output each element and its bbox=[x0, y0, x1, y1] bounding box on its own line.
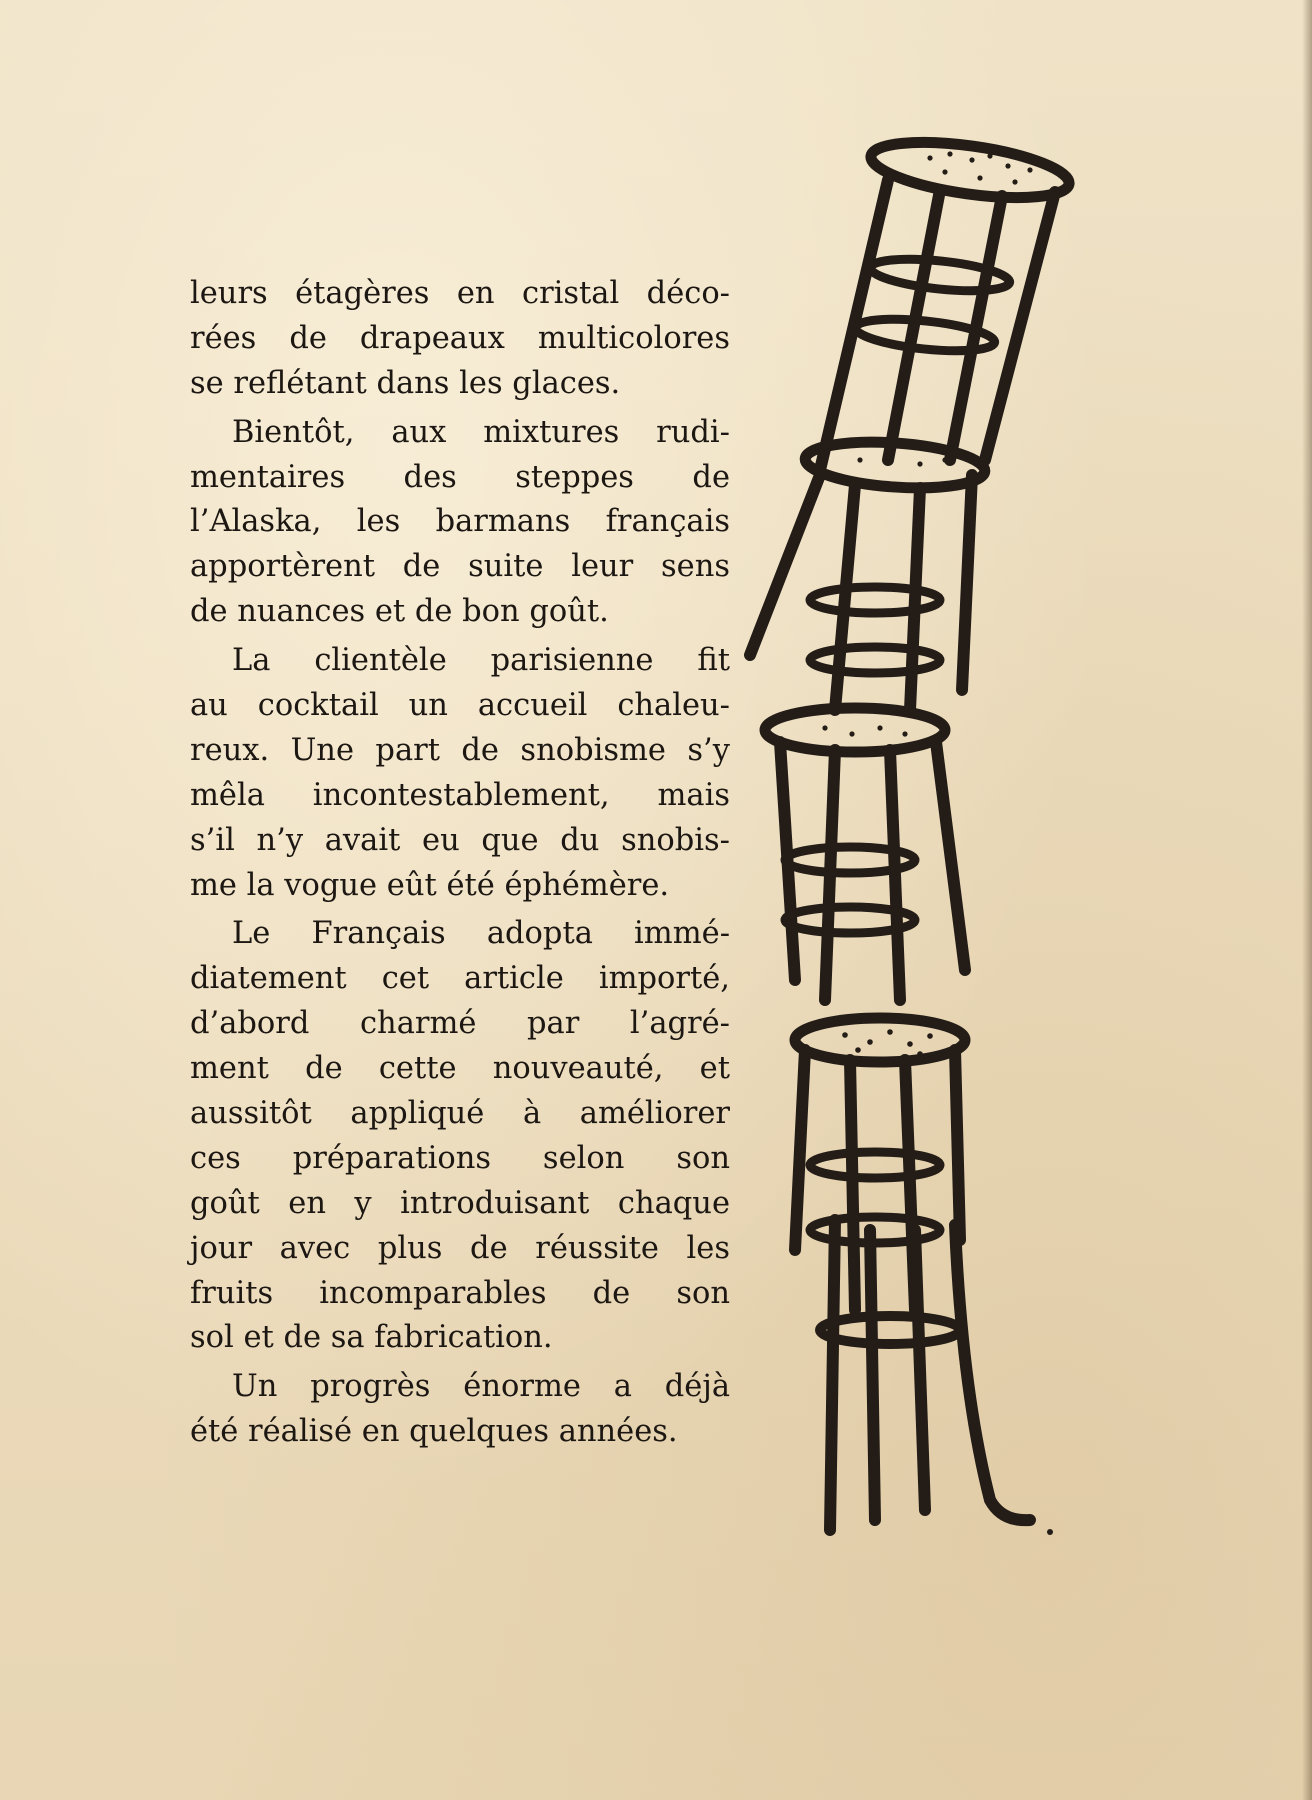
text-line: se reflétant dans les glaces. bbox=[190, 365, 621, 401]
text-line: ces préparations selon son bbox=[190, 1140, 730, 1176]
text-line: Bientôt, aux mixtures rudi- bbox=[232, 414, 730, 450]
text-line: d’abord charmé par l’agré- bbox=[190, 1006, 730, 1042]
text-line: s’il n’y avait eu que du snobis- bbox=[190, 822, 730, 858]
stool-1 bbox=[820, 132, 1072, 470]
text-line: jour avec plus de réussite les bbox=[190, 1230, 730, 1266]
text-line: rées de drapeaux multicolores bbox=[190, 320, 730, 356]
stacked-bar-stools-drawing bbox=[740, 130, 1100, 1550]
text-line: de nuances et de bon goût. bbox=[190, 594, 609, 630]
body-text bbox=[190, 272, 730, 1455]
paragraph-5 bbox=[190, 1365, 730, 1455]
text-line: mentaires des steppes de bbox=[190, 459, 730, 495]
text-line: au cocktail un accueil chaleu- bbox=[190, 688, 730, 724]
text-line: La clientèle parisienne fit bbox=[232, 643, 730, 679]
text-line: apportèrent de suite leur sens bbox=[190, 549, 730, 585]
text-line: diatement cet article importé, bbox=[190, 961, 730, 997]
paragraph-4 bbox=[190, 912, 730, 1361]
text-line: aussitôt appliqué à améliorer bbox=[190, 1096, 730, 1132]
text-line: ment de cette nouveauté, et bbox=[190, 1051, 730, 1087]
text-line: goût en y introduisant chaque bbox=[190, 1185, 730, 1221]
text-line: leurs étagères en cristal déco- bbox=[190, 276, 730, 311]
paragraph-3 bbox=[190, 639, 730, 908]
text-line: me la vogue eût été éphémère. bbox=[190, 867, 670, 903]
text-line: fruits incomparables de son bbox=[190, 1275, 730, 1311]
text-line: Le Français adopta immé- bbox=[232, 916, 730, 952]
paragraph-2 bbox=[190, 411, 730, 635]
stool-3 bbox=[765, 708, 965, 1000]
text-line: sol et de sa fabrication. bbox=[190, 1320, 553, 1356]
stool-4 bbox=[795, 1018, 965, 1310]
paragraph-1 bbox=[190, 272, 730, 407]
text-line: mêla incontestablement, mais bbox=[190, 777, 730, 813]
text-line: reux. Une part de snobisme s’y bbox=[190, 732, 730, 768]
stool-2 bbox=[750, 437, 986, 710]
text-line: Un progrès énorme a déjà bbox=[232, 1369, 730, 1405]
text-line: l’Alaska, les barmans français bbox=[190, 504, 730, 540]
text-line: été réalisé en quelques années. bbox=[190, 1414, 678, 1450]
